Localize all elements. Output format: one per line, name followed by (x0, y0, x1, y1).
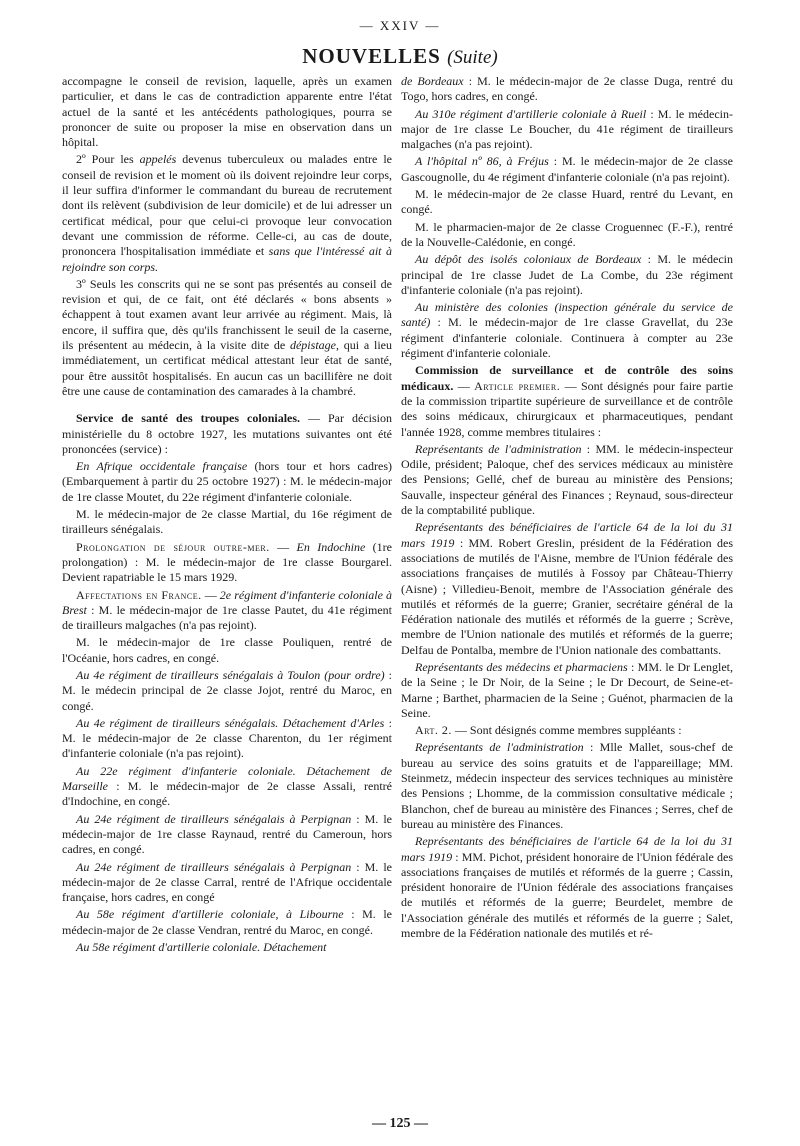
paragraph: Au 22e régiment d'infanterie coloniale. Détachement de Marseille : M. le médecin-major de 2e classe Assali, rentré d'Indochine, en congé. (62, 763, 392, 809)
heading-title: NOUVELLES (302, 44, 441, 68)
paragraph: A l'hôpital nº 86, à Fréjus : M. le médecin-major de 2e classe Gascougnolle, du 4e régiment d'infanterie coloniale (n'a pas rejoint). (401, 154, 733, 184)
paragraph: Représentants de l'administration : Mlle Mallet, sous-chef de bureau au service des soins gratuits et de l'appareillage; MM. Steinmetz, médecin inspecteur des services techniques au ministère des Pensions ; Lhomme, de la commission consultative médicale ; Blanchon, chef de bureau au ministère des Finances ; Serres, chef de bureau au ministère des Finances. (401, 740, 734, 831)
section-title: Commission de surveillance et de contrôle des soins médicaux. (401, 363, 733, 393)
section-title: Service de santé des troupes coloniales. (76, 411, 301, 426)
paragraph: Représentants des médecins et pharmaciens : MM. le Dr Lenglet, de la Seine ; le Dr Noir, de la Seine ; le Dr Decourt, de Seine-et-Marne ; Barthet, pharmacien de la Seine ; Guénot, pharmacien de la Seine. (401, 659, 733, 720)
paragraph: Au 58e régiment d'artillerie coloniale, à Libourne : M. le médecin-major de 2e classe Vendran, rentré du Maroc, en congé. (62, 907, 392, 937)
section-paragraph: Commission de surveillance et de contrôle des soins médicaux. — Article premier. — Sont désignés pour faire partie de la commission tripartite supérieure de surveillance et de contrôle des soins médicaux, chirurgicaux et pharmaceutiques, pendant l'année 1928, comme membres titulaires : (401, 363, 734, 439)
paragraph: Représentants de l'administration : MM. le médecin-inspecteur Odile, président; Paloque, chef des services médicaux au ministère des Pensions; Gellé, chef de bureau au ministère des Pensions; Sauvalle, inspecteur général des Finances ; Reynaud, sous-directeur de la comptabilité publique. (401, 441, 733, 518)
paragraph: Au 24e régiment de tirailleurs sénégalais à Perpignan : M. le médecin-major de 1re classe Raynaud, rentré du Cameroun, hors cadres, en congé. (62, 811, 392, 857)
paragraph: Au 310e régiment d'artillerie coloniale à Rueil : M. le médecin-major de 1re classe Le Boucher, du 41e régiment de tirailleurs malgaches (n'a pas rejoint). (401, 106, 733, 152)
right-column (401, 74, 733, 943)
page-number: — 125 — (372, 1116, 428, 1131)
paragraph: Prolongation de séjour outre-mer. — En Indochine (1re prolongation) : M. le médecin-major de 1re classe Bourgarel. Devient rapatriable le 15 mars 1929. (62, 539, 392, 585)
paragraph: Représentants des bénéficiaires de l'article 64 de la loi du 31 mars 1919 : MM. Pichot, président honoraire de l'Union fédérale des associations françaises de mutilés et réformés de la guerre ; Cassin, président honoraire de l'Union fédérale des associations françaises de mutilés et réformés de la guerre; Beurdelet, membre de l'Association générale des mutilés et réformés de la guerre ; Salet, membre de la Fédération nationale des mutilés et ré- (401, 834, 733, 941)
paragraph: Au dépôt des isolés coloniaux de Bordeaux : M. le médecin principal de 1re classe Judet de La Combe, du 23e régiment d'infanterie coloniale (n'a pas rejoint). (401, 252, 733, 297)
page-heading (0, 44, 800, 69)
paragraph: Au 58e régiment d'artillerie coloniale. Détachement (76, 940, 327, 955)
roman-folio: — XXIV — (359, 18, 441, 33)
paragraph: Représentants des bénéficiaires de l'article 64 de la loi du 31 mars 1919 : MM. Robert Greslin, président de la Fédération des associations de mutilés de l'Aisne, membre de l'Union fédérale des associations françaises de mutilés à Fossoy par Château-Thierry (Aisne) ; Villedieu-Benoit, membre de l'Association générale des mutilés et réformés de la guerre; Granier, secrétaire général de la Fédération nationale des mutilés et réformés de la guerre ; Scrève, membre de l'Union nationale des mutilés et réformés de la guerre; Delfau de Pontalba, membre de l'Union nationale des combattants. (401, 520, 733, 657)
paragraph: accompagne le conseil de revision, laquelle, après un examen particulier, et dans le cas de contradiction apparente entre l'état actuel de la santé et les antécédents pathologiques, pourra se prononcer de suite ou proposer la mise en observation dans un hôpital. (62, 74, 392, 150)
paragraph: Au ministère des colonies (inspection générale du service de santé) : M. le médecin-major de 1re classe Gravellat, du 23e régiment d'infanterie coloniale. Continuera à compter au 23e régiment d'infanterie coloniale. (401, 300, 733, 361)
paragraph: M. le pharmacien-major de 2e classe Croguennec (F.-F.), rentré de la Nouvelle-Calédonie, en congé. (401, 219, 733, 249)
paragraph: Au 4e régiment de tirailleurs sénégalais à Toulon (pour ordre) : M. le médecin principal de 2e classe Jojot, rentré du Maroc, en congé. (62, 667, 392, 713)
paragraph: Au 4e régiment de tirailleurs sénégalais. Détachement d'Arles : M. le médecin-major de 2e classe Charenton, du 1er régiment d'infanterie coloniale (n'a pas rejoint). (62, 715, 392, 761)
paragraph: 3º Seuls les conscrits qui ne se sont pas présentés au conseil de revision et qui, de ce fait, ont été déclarés « bons absents » échappent à tout examen avant leur arrivée au régiment. Mais, là encore, il suffira que, dès qu'ils franchissent le seuil de la caserne, ils présentent au médecin, à la visite dite de dépistage, qui a lieu immédiatement, un certificat médical attestant leur état de santé, pour être aussitôt hospitalisés. En aucun cas un bacillifère ne doit être une cause de contamination des camarades à la chambré. (62, 276, 392, 398)
paragraph: M. le médecin-major de 1re classe Pouliquen, rentré de l'Océanie, hors cadres, en congé. (62, 635, 392, 665)
paragraph: Au 24e régiment de tirailleurs sénégalais à Perpignan : M. le médecin-major de 2e classe Carral, rentré de l'Afrique occidentale française, hors cadres, en congé (62, 859, 392, 905)
paragraph: 2º Pour les appelés devenus tuberculeux ou malades entre le conseil de revision et le moment où ils doivent rejoindre leur corps, il leur suffira d'informer le commandant du bureau de recrutement dont ils relèvent (subdivision de leur domicile) et de lui adresser un certificat médical, pour que celui-ci provoque leur convocation devant une commission de réforme. Celle-ci, au cas de doute, prononcera l'hospitalisation immédiate et sans que l'intéressé ait à rejoindre son corps. (62, 152, 392, 274)
left-column (62, 74, 392, 957)
paragraph: Art. 2. — Sont désignés comme membres suppléants : (415, 723, 682, 738)
paragraph: M. le médecin-major de 2e classe Martial, du 16e régiment de tirailleurs sénégalais. (62, 507, 392, 537)
section-paragraph: Service de santé des troupes coloniales. — Par décision ministérielle du 8 octobre 1927, les mutations suivantes ont été prononcées (service) : (62, 411, 392, 456)
paragraph: M. le médecin-major de 2e classe Huard, rentré du Levant, en congé. (401, 187, 733, 217)
paragraph: de Bordeaux : M. le médecin-major de 2e classe Duga, rentré du Togo, hors cadres, en congé. (401, 74, 733, 104)
heading-suite: (Suite) (447, 47, 498, 68)
paragraph: Affectations en France. — 2e régiment d'infanterie coloniale à Brest : M. le médecin-major de 1re classe Pautet, du 41e régiment de tirailleurs malgaches (n'a pas rejoint). (62, 587, 392, 633)
paragraph: En Afrique occidentale française (hors tour et hors cadres) (Embarquement à partir du 25 octobre 1927) : M. le médecin-major de 1re classe Moutet, du 22e régiment d'infanterie coloniale. (62, 459, 392, 504)
